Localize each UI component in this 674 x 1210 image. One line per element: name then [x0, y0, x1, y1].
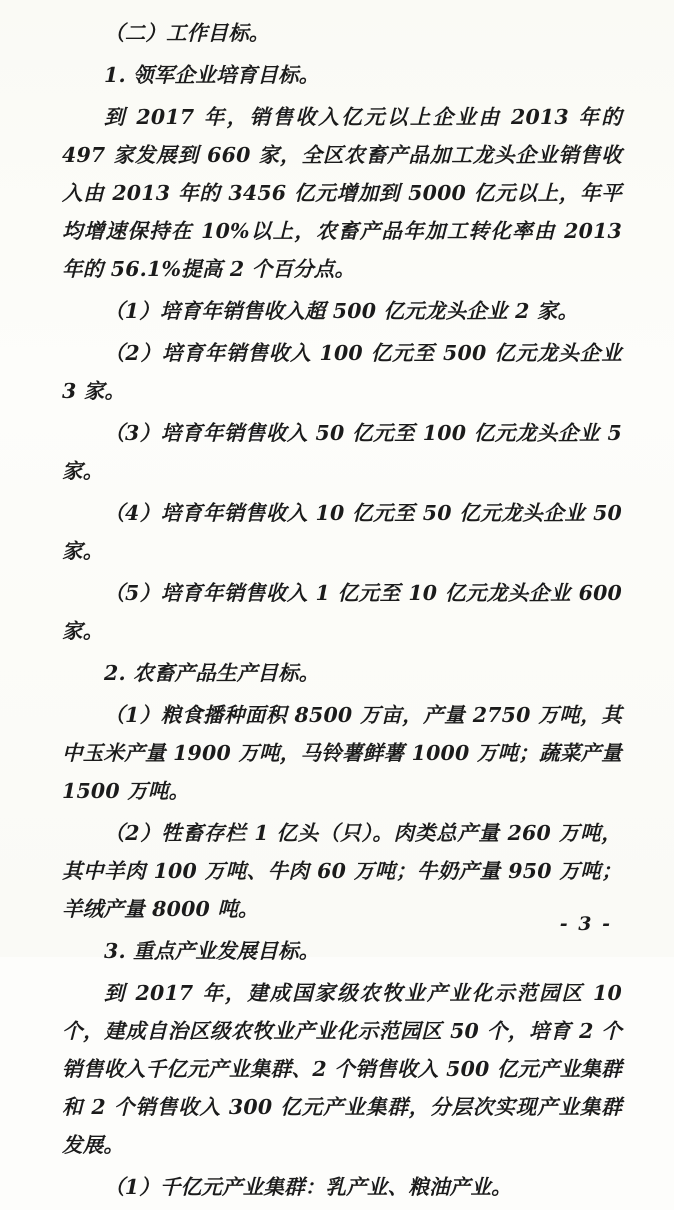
list-item-1-2: （2）培育年销售收入 100 亿元至 500 亿元龙头企业 3 家。: [62, 341, 622, 403]
subsection-2-heading: 2. 农畜产品生产目标。: [104, 661, 320, 685]
subsection-1-body: 到 2017 年，销售收入亿元以上企业由 2013 年的 497 家发展到 660 家，全区农畜产品加工龙头企业销售收入由 2013 年的 3456 亿元增加到 5000 亿元以上，年平均增速保持在 10%以上，农畜产品年加工转化率由 2013 年的 56.1%提高 2 个百分点。: [62, 105, 622, 281]
list-item-1-3: （3）培育年销售收入 50 亿元至 100 亿元龙头企业 5 家。: [62, 421, 622, 483]
subsection-3-heading: 3. 重点产业发展目标。: [104, 939, 320, 963]
list-item-1-4: （4）培育年销售收入 10 亿元至 50 亿元龙头企业 50 家。: [62, 501, 622, 563]
page-number: - 3 -: [559, 913, 612, 935]
subsection-3-body: 到 2017 年，建成国家级农牧业产业化示范园区 10 个，建成自治区级农牧业产业化示范园区 50 个，培育 2 个销售收入千亿元产业集群、2 个销售收入 500 亿元产业集群和 2 个销售收入 300 亿元产业集群，分层次实现产业集群发展。: [62, 981, 622, 1157]
list-item-2-2: （2）牲畜存栏 1 亿头（只）。肉类总产量 260 万吨，其中羊肉 100 万吨、牛肉 60 万吨；牛奶产量 950 万吨；羊绒产量 8000 吨。: [62, 821, 622, 921]
list-item-2-1: （1）粮食播种面积 8500 万亩，产量 2750 万吨，其中玉米产量 1900 万吨，马铃薯鲜薯 1000 万吨；蔬菜产量 1500 万吨。: [62, 703, 622, 803]
document-body: [62, 14, 622, 1210]
list-item-1-5: （5）培育年销售收入 1 亿元至 10 亿元龙头企业 600 家。: [62, 581, 622, 643]
list-item-3-1: （1）千亿元产业集群：乳产业、粮油产业。: [104, 1175, 512, 1199]
section-heading: （二）工作目标。: [104, 21, 270, 45]
subsection-1-heading: 1. 领军企业培育目标。: [104, 63, 320, 87]
list-item-1-1: （1）培育年销售收入超 500 亿元龙头企业 2 家。: [104, 299, 579, 323]
